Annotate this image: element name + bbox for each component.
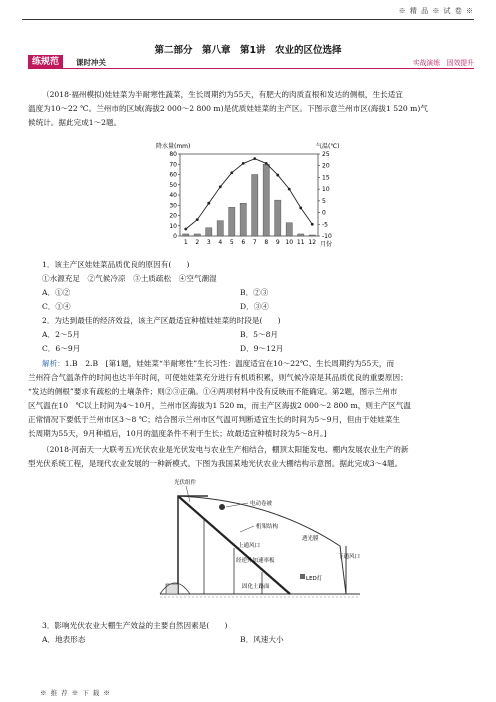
answer-line-5: 正常情况下要低于兰州市区3～8 ℃；结合图示兰州市区气温可判断适宜生长的时间为5～9月，但由于娃娃菜生	[28, 415, 400, 424]
q1-stem: 1．该主产区娃娃菜品质优良的原因有( )	[42, 260, 190, 269]
precip-bar	[286, 223, 292, 236]
answer-line-2: 兰州符合气温条件的时间也达半年时间，可使娃娃菜充分进行有机质积累，则气候冷凉是其品质优良的重要原因；	[28, 373, 408, 382]
intro2-line-1: （2018·河南天一大联考五)光伏农业是光伏发电与农业生产相结合，棚顶太阳能发电、棚内发展农业生产的新	[42, 445, 409, 454]
greenhouse-diagram	[150, 476, 370, 608]
q1-option-d: D．③④	[240, 302, 269, 311]
intro-line-3: 候统计。据此完成1～2题。	[28, 118, 122, 127]
right-tick-label: 20	[322, 162, 330, 170]
x-unit-label: 月份	[320, 241, 333, 248]
label-soil: 固化土路面	[242, 584, 270, 590]
right-tick-label: 15	[322, 174, 330, 182]
precip-bar	[252, 175, 258, 237]
page-footer: ※ 推 荐 ※ 下 载 ※	[40, 689, 111, 697]
right-tick-label: -5	[322, 221, 328, 229]
pv-panel-support	[178, 496, 208, 594]
temperature-point	[253, 157, 256, 160]
page-title: 第二部分 第八章 第1讲 农业的区位选择	[154, 45, 342, 56]
q2-stem: 2．为达到最佳的经济效益，该主产区最适宜种植娃娃菜的时段是( )	[42, 316, 281, 325]
intro-line-1: （2018·福州模拟)娃娃菜为半耐寒性蔬菜，生长周期约为55天，有肥大的肉质直根和发达的侧根，生长适宜	[42, 90, 403, 99]
answer-label: 解析：	[42, 359, 65, 368]
answer-line-1-text: 1.B 2.B [第1题，娃娃菜“半耐寒性”生长习性：温度适宜在10～22℃、生长周期约为55天，而	[64, 359, 395, 368]
x-tick-label: 5	[229, 239, 234, 246]
label-pv: 光伏组件	[174, 480, 197, 486]
led-icon	[300, 574, 305, 579]
label-led: LED灯	[306, 576, 323, 582]
x-tick-label: 9	[275, 239, 280, 246]
x-tick-label: 2	[195, 239, 200, 246]
q3-option-b: B．风速大小	[240, 635, 284, 644]
left-tick-label: 40	[169, 192, 177, 199]
q1-option-a: A．①②	[42, 288, 71, 297]
header-rule	[22, 19, 474, 20]
precip-bar	[240, 203, 246, 236]
plot-frame	[180, 154, 318, 236]
answer-line-3: “发达的侧根”要求有疏松的土壤条件；则②③正确。①④两项材料中没有反映而不能确定。第2题，图示兰州市	[28, 387, 398, 396]
temperature-point	[196, 218, 199, 221]
band-subtitle: 课时冲关	[76, 58, 106, 67]
left-tick-label: 30	[169, 202, 177, 210]
motor-icon	[219, 504, 225, 510]
left-tick-label: 80	[169, 151, 177, 158]
label-bottom-vent: 下通风口	[338, 554, 361, 560]
x-tick-label: 10	[285, 239, 294, 246]
page-header: ※ 精 品 ※ 试 卷 ※	[398, 7, 474, 15]
temperature-point	[230, 171, 233, 174]
q1-items: ①水源充足 ②气候冷凉 ③土质疏松 ④空气潮湿	[42, 274, 217, 283]
x-tick-label: 8	[264, 239, 269, 246]
precip-bar	[309, 235, 315, 236]
x-tick-label: 4	[218, 239, 223, 246]
temperature-point	[207, 202, 210, 205]
left-tick-label: 20	[169, 212, 177, 220]
left-tick-label: 60	[169, 171, 177, 179]
temperature-point	[299, 206, 302, 209]
temperature-point	[288, 188, 291, 191]
answer-line-1	[42, 358, 394, 369]
label-motor: 电动卷被	[250, 501, 273, 507]
left-tick-label: 0	[173, 233, 177, 240]
answer-line-6: 长周期为55天，9月种植后，10月的温度条件不利于生长；故最适宜种植时段为5～8月。]	[28, 429, 327, 438]
x-tick-label: 6	[241, 239, 246, 246]
q2-option-c: C．6～9月	[42, 344, 81, 353]
label-frame: 桁架结构	[256, 524, 279, 530]
left-axis-label: 降水量(mm)	[156, 143, 191, 150]
temperature-line	[186, 159, 312, 229]
temperature-point	[276, 174, 279, 177]
q2-option-b: B．5～8月	[240, 330, 279, 339]
right-tick-label: 0	[322, 209, 326, 217]
left-tick-label: 50	[169, 181, 177, 189]
precip-bar	[263, 164, 269, 236]
q1-option-c: C．①④	[42, 302, 71, 311]
precip-bar	[217, 221, 223, 236]
intro-line-2: 温度为10～22 ℃。兰州市的区域(海拔2 000～2 800 m)是优质娃娃菜的主产区。下图示意兰州市区(海拔1 520 m)气	[28, 104, 428, 113]
temperature-point	[265, 162, 268, 165]
label-film: 透光膜	[302, 536, 319, 542]
band-right-text: 实战演练 固效提升	[412, 59, 474, 67]
right-tick-label: 10	[322, 186, 330, 194]
right-tick-label: 5	[322, 197, 326, 205]
band-rule	[28, 68, 474, 69]
q3-option-a: A．地表形态	[42, 635, 86, 644]
precip-bar	[275, 200, 281, 236]
q2-option-d: D．9～12月	[240, 344, 284, 353]
climate-chart	[150, 140, 360, 252]
right-tick-label: -10	[322, 233, 332, 240]
q2-option-a: A．2～5月	[42, 330, 80, 339]
band-tag: 练规范	[28, 55, 63, 69]
x-tick-label: 1	[183, 239, 188, 246]
q3-stem: 3．影响光伏农业大棚生产效益的主要自然因素是( )	[42, 621, 228, 630]
right-tick-label: 25	[322, 151, 330, 158]
intro2-line-2: 型光伏系统工程，是现代农业发展的一种新模式。下图为我国某地光伏农业大棚结构示意图。据此完成3～4题。	[28, 459, 403, 468]
q1-option-b: B．②③	[240, 288, 269, 297]
precip-bar	[206, 228, 212, 236]
precip-bar	[194, 234, 200, 236]
x-tick-label: 11	[296, 239, 305, 246]
precip-bar	[298, 234, 304, 236]
precip-bar	[183, 234, 189, 236]
right-axis-label: 气温(℃)	[316, 143, 340, 150]
x-tick-label: 7	[252, 239, 257, 246]
section-band	[28, 57, 474, 69]
answer-line-4: 区气温在10 ℃以上时间为4～10月，兰州市区海拔为1 520 m，而主产区海拔2 000～2 800 m，则主产区气温	[28, 401, 411, 410]
temperature-point	[184, 228, 187, 231]
left-tick-label: 10	[169, 222, 177, 230]
label-top-vent: 上通风口	[238, 543, 261, 549]
x-tick-label: 3	[206, 239, 211, 246]
temperature-point	[311, 223, 314, 226]
precip-bar	[229, 207, 235, 236]
left-tick-label: 70	[169, 161, 177, 169]
label-inverter: 经逆外加速率板	[236, 558, 275, 564]
temperature-point	[242, 162, 245, 165]
temperature-point	[219, 185, 222, 188]
x-tick-label: 12	[308, 239, 317, 246]
